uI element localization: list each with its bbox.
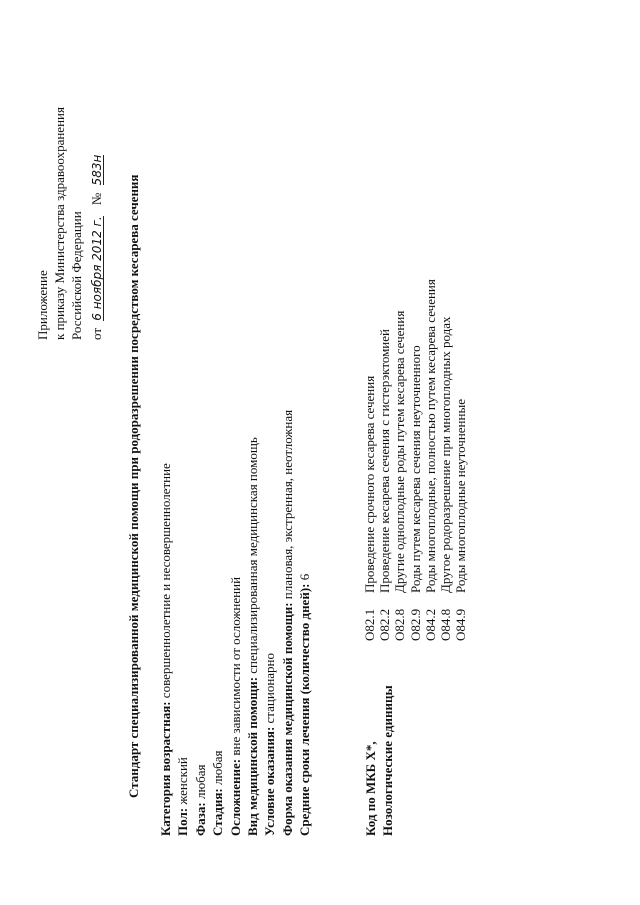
param-label: Пол:	[175, 807, 191, 836]
mkb-code: O82.2	[377, 608, 393, 641]
diagnosis-description: Другое родоразрешение при многоплодных родах	[438, 316, 453, 593]
annex-federation-line: Российской Федерации	[69, 211, 84, 340]
param-line	[246, 437, 260, 836]
param-value: женский	[175, 757, 191, 805]
annex-title: Приложение	[35, 270, 50, 340]
param-value: специализированная медицинская помощь	[245, 437, 260, 674]
param-value: любая	[210, 750, 226, 786]
mkb-code: O84.8	[438, 608, 453, 641]
param-value: вне зависимости от осложнений	[227, 576, 243, 756]
param-value: плановая, экстренная, неотложная	[279, 409, 295, 600]
param-label: Осложнение:	[227, 758, 243, 836]
param-label: Форма оказания медицинской помощи:	[279, 602, 295, 836]
param-line	[194, 764, 208, 836]
page-heading: Стандарт специализированной медицинской помощи при родоразрешении посредством кесарева сечения	[126, 174, 141, 798]
mkb-code: O84.2	[422, 608, 438, 641]
mkb-code: O82.1	[362, 608, 377, 641]
mkb-code-label: Код по МКБ X*,	[363, 741, 378, 836]
diagnosis-description: Роды многоплодные неуточненные	[453, 399, 469, 593]
param-value: стационарно	[262, 652, 278, 724]
param-label: Средние сроки лечения (количество дней):	[297, 583, 313, 836]
param-value: совершеннолетние и несовершеннолетние	[158, 463, 173, 699]
diagnosis-description: Роды многоплодные, полностью путем кесарева сечения	[422, 279, 438, 593]
annex-number-label: №	[89, 192, 104, 206]
param-line	[229, 577, 243, 836]
diagnosis-description: Другие одноплодные роды путем кесарева сечения	[392, 310, 408, 593]
nosology-label: Нозологические единицы	[380, 685, 395, 836]
diagnosis-description: Проведение срочного кесарева сечения	[362, 375, 377, 593]
param-label: Категория возрастная:	[158, 701, 173, 836]
mkb-code: O82.9	[407, 608, 423, 641]
annex-order-line: к приказу Министерства здравоохранения	[52, 107, 67, 340]
param-value: 6	[297, 573, 313, 581]
mkb-code: O82.8	[392, 608, 408, 641]
diagnosis-description: Роды путем кесарева сечения неуточненного	[407, 345, 423, 593]
annex-date-line	[90, 155, 104, 340]
param-label: Стадия:	[210, 788, 226, 836]
annex-number-handwritten: 583н	[90, 154, 104, 186]
annex-from-label: от	[89, 327, 104, 340]
param-line	[263, 653, 277, 836]
param-line	[211, 750, 225, 836]
param-line	[298, 574, 312, 836]
annex-date-handwritten: 6 ноября 2012 г.	[90, 216, 104, 321]
param-value: любая	[192, 764, 208, 800]
diagnosis-description: Проведение кесарева сечения с гистерэктомией	[377, 329, 393, 593]
param-line	[281, 410, 295, 836]
mkb-code: O84.9	[453, 608, 469, 641]
param-line	[176, 757, 190, 836]
param-line	[159, 463, 173, 836]
param-label: Фаза:	[192, 802, 208, 836]
param-label: Вид медицинской помощи:	[245, 676, 260, 836]
param-label: Условие оказания:	[262, 726, 278, 836]
